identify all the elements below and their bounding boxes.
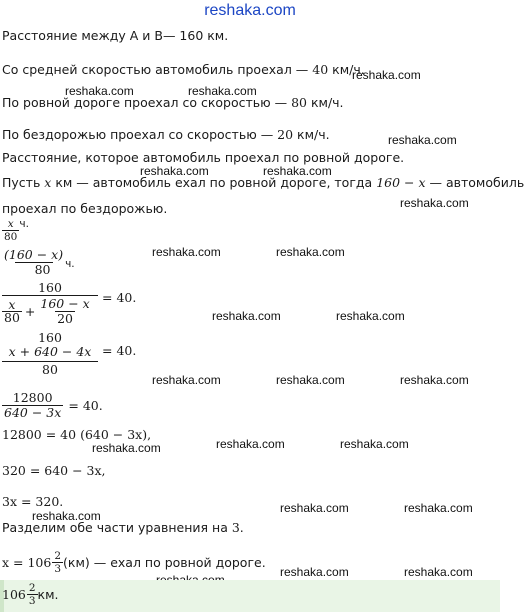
let-text: Пусть (2, 175, 45, 190)
watermark-label: reshaka.com (152, 373, 221, 387)
watermark-label: reshaka.com (65, 84, 134, 98)
equation-1 (2, 280, 142, 326)
divide-text: Разделим обе части уравнения на (2, 520, 232, 535)
answer-value: x = 106 (2, 555, 52, 570)
fraction-time-road (2, 218, 29, 243)
watermark-label: reshaka.com (140, 164, 209, 178)
frac-num: x (7, 218, 14, 230)
avg-speed-text: Со средней скоростью автомобиль проехал — (2, 62, 313, 77)
offroad-speed-unit: км/ч. (293, 127, 330, 142)
watermark-label: reshaka.com (276, 245, 345, 259)
watermark-label: reshaka.com (400, 196, 469, 210)
unit-hours: ч. (65, 258, 75, 270)
watermark-label: reshaka.com (336, 309, 405, 323)
offroad-speed-value: 20 (277, 127, 294, 142)
frac-num: 160 − x (40, 296, 90, 311)
eq1-numerator: 160 (38, 280, 62, 295)
watermark-label: reshaka.com (404, 565, 473, 579)
watermark-label: reshaka.com (352, 68, 421, 82)
line-distance (2, 28, 228, 43)
road-speed-value: 80 (291, 95, 307, 110)
divide-end: . (239, 520, 244, 535)
frac-den: 640 − 3x (4, 405, 62, 420)
unit-hours: ч. (19, 218, 29, 230)
watermark-label: reshaka.com (276, 373, 345, 387)
road-speed-text: По ровной дороге проехал со скоростью — (2, 95, 292, 110)
line-offroad (2, 201, 167, 216)
let-text-2: км — автомобиль ехал по ровной дороге, тогда (51, 175, 377, 190)
frac-den: 80 (15, 262, 53, 277)
watermark-label: reshaka.com (280, 565, 349, 579)
watermark-label: reshaka.com (404, 501, 473, 515)
offroad-speed-text: По бездорожью проехал со скоростью — (2, 127, 278, 142)
let-text-3: — автомобиль (425, 175, 524, 190)
frac-den: 20 (57, 311, 74, 326)
road-speed-unit: км/ч. (307, 95, 344, 110)
frac-num: 12800 (12, 390, 53, 405)
watermark-label: reshaka.com (280, 501, 349, 515)
watermark-label: reshaka.com (216, 437, 285, 451)
watermark-label: reshaka.com (188, 84, 257, 98)
frac-den: 80 (4, 231, 18, 243)
watermark-label: reshaka.com (92, 441, 161, 455)
line-avg-speed (2, 62, 365, 77)
final-answer (2, 582, 59, 607)
offroad-text: проехал по бездорожью. (2, 201, 168, 216)
line-let-x (2, 175, 524, 190)
line-road-speed (2, 95, 344, 110)
watermark-label: reshaka.com (340, 437, 409, 451)
equation-5: 320 = 640 − 3x, (2, 463, 106, 478)
watermark-label: reshaka.com (263, 164, 332, 178)
distance-text: Расстояние между A и B— 160 км. (2, 28, 229, 43)
expr-160-minus-x: 160 − x (376, 175, 426, 190)
watermark-label: reshaka.com (152, 245, 221, 259)
final-answer-unit: км. (37, 587, 59, 602)
equation-4: 12800 = 40 (640 − 3x), (2, 427, 152, 442)
line-offroad-speed (2, 127, 330, 142)
eq1-rhs: = 40. (102, 290, 137, 305)
equation-3 (2, 391, 103, 420)
divide-number: 3 (231, 520, 240, 535)
eq2-rhs: = 40. (102, 343, 137, 358)
plus-sign: + (24, 304, 36, 319)
watermark-label: reshaka.com (212, 309, 281, 323)
eq2-numerator: x + 640 − 4x (8, 344, 92, 359)
equation-6: 3x = 320. (2, 494, 64, 509)
frac-den: 3 (54, 563, 62, 575)
distance-road-text: Расстояние, которое автомобиль проехал по ровной дороге. (2, 150, 405, 165)
avg-speed-unit: км/ч. (328, 62, 365, 77)
watermark-label: reshaka.com (388, 133, 457, 147)
eq2-denominator: 80 (42, 362, 58, 377)
line-distance-road (2, 150, 404, 165)
frac-num: x (8, 297, 16, 312)
fraction-time-offroad (2, 248, 75, 277)
answer-text: (км) — ехал по ровной дороге. (63, 555, 266, 570)
frac-den: 3 (28, 595, 36, 607)
var-x: x (44, 175, 52, 190)
watermark-label: reshaka.com (400, 373, 469, 387)
answer-highlight-band (0, 580, 500, 612)
line-divide (2, 520, 244, 535)
eq2-inner-den: 160 (38, 330, 62, 345)
final-answer-int: 106 (2, 587, 26, 602)
frac-num: 2 (28, 582, 36, 594)
frac-den: 80 (4, 310, 20, 325)
eq3-rhs: = 40. (68, 398, 103, 413)
watermark-label: reshaka.com (32, 509, 101, 523)
frac-num: 2 (54, 550, 62, 562)
frac-num: (160 − x) (4, 247, 64, 262)
equation-2 (2, 330, 137, 377)
avg-speed-value: 40 (312, 62, 329, 77)
line-answer (2, 550, 266, 575)
watermark-top: reshaka.com (204, 2, 296, 19)
